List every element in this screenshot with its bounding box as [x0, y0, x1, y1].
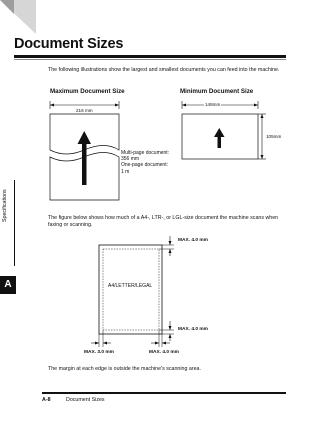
- scan-area-label: A4/LETTER/LEGAL: [108, 283, 153, 289]
- note-line: One-page document:: [121, 162, 168, 169]
- paragraph-line: The figure below shows how much of a A4-, LTR-, or LGL-size document the machine scans when: [48, 215, 279, 221]
- max-size-heading: Maximum Document Size: [50, 88, 125, 95]
- note-line: Multi-page document:: [121, 150, 170, 156]
- note-line: 1 m: [121, 168, 130, 175]
- section-side-label: Specifications: [2, 189, 8, 222]
- footer-title: Document Sizes: [66, 397, 105, 403]
- min-size-heading: Minimum Document Size: [180, 88, 254, 95]
- bottom-margin-label: MAX. 4.0 mm: [178, 327, 208, 332]
- margin-footnote: The margin at each edge is outside the machine's scanning area.: [48, 366, 201, 372]
- page-number: A-8: [42, 397, 51, 403]
- side-rule: [14, 180, 15, 266]
- min-width-label: 148mm: [205, 102, 221, 107]
- max-width-label: 216 mm: [76, 108, 93, 113]
- appendix-tab[interactable]: A: [0, 276, 16, 294]
- intro-text: The following illustrations show the largest and smallest documents you can feed into the machine.: [48, 67, 280, 73]
- note-line: 356 mm: [121, 156, 140, 163]
- left-margin-label: MAX. 3.0 mm: [84, 350, 114, 355]
- right-margin-label: MAX. 4.0 mm: [149, 350, 179, 355]
- page-title: Document Sizes: [14, 36, 124, 52]
- top-margin-label: MAX. 4.0 mm: [178, 238, 208, 243]
- paragraph-line: faxing or scanning.: [48, 222, 93, 229]
- min-height-label: 105mm: [266, 134, 282, 139]
- footer-rule: [42, 392, 286, 394]
